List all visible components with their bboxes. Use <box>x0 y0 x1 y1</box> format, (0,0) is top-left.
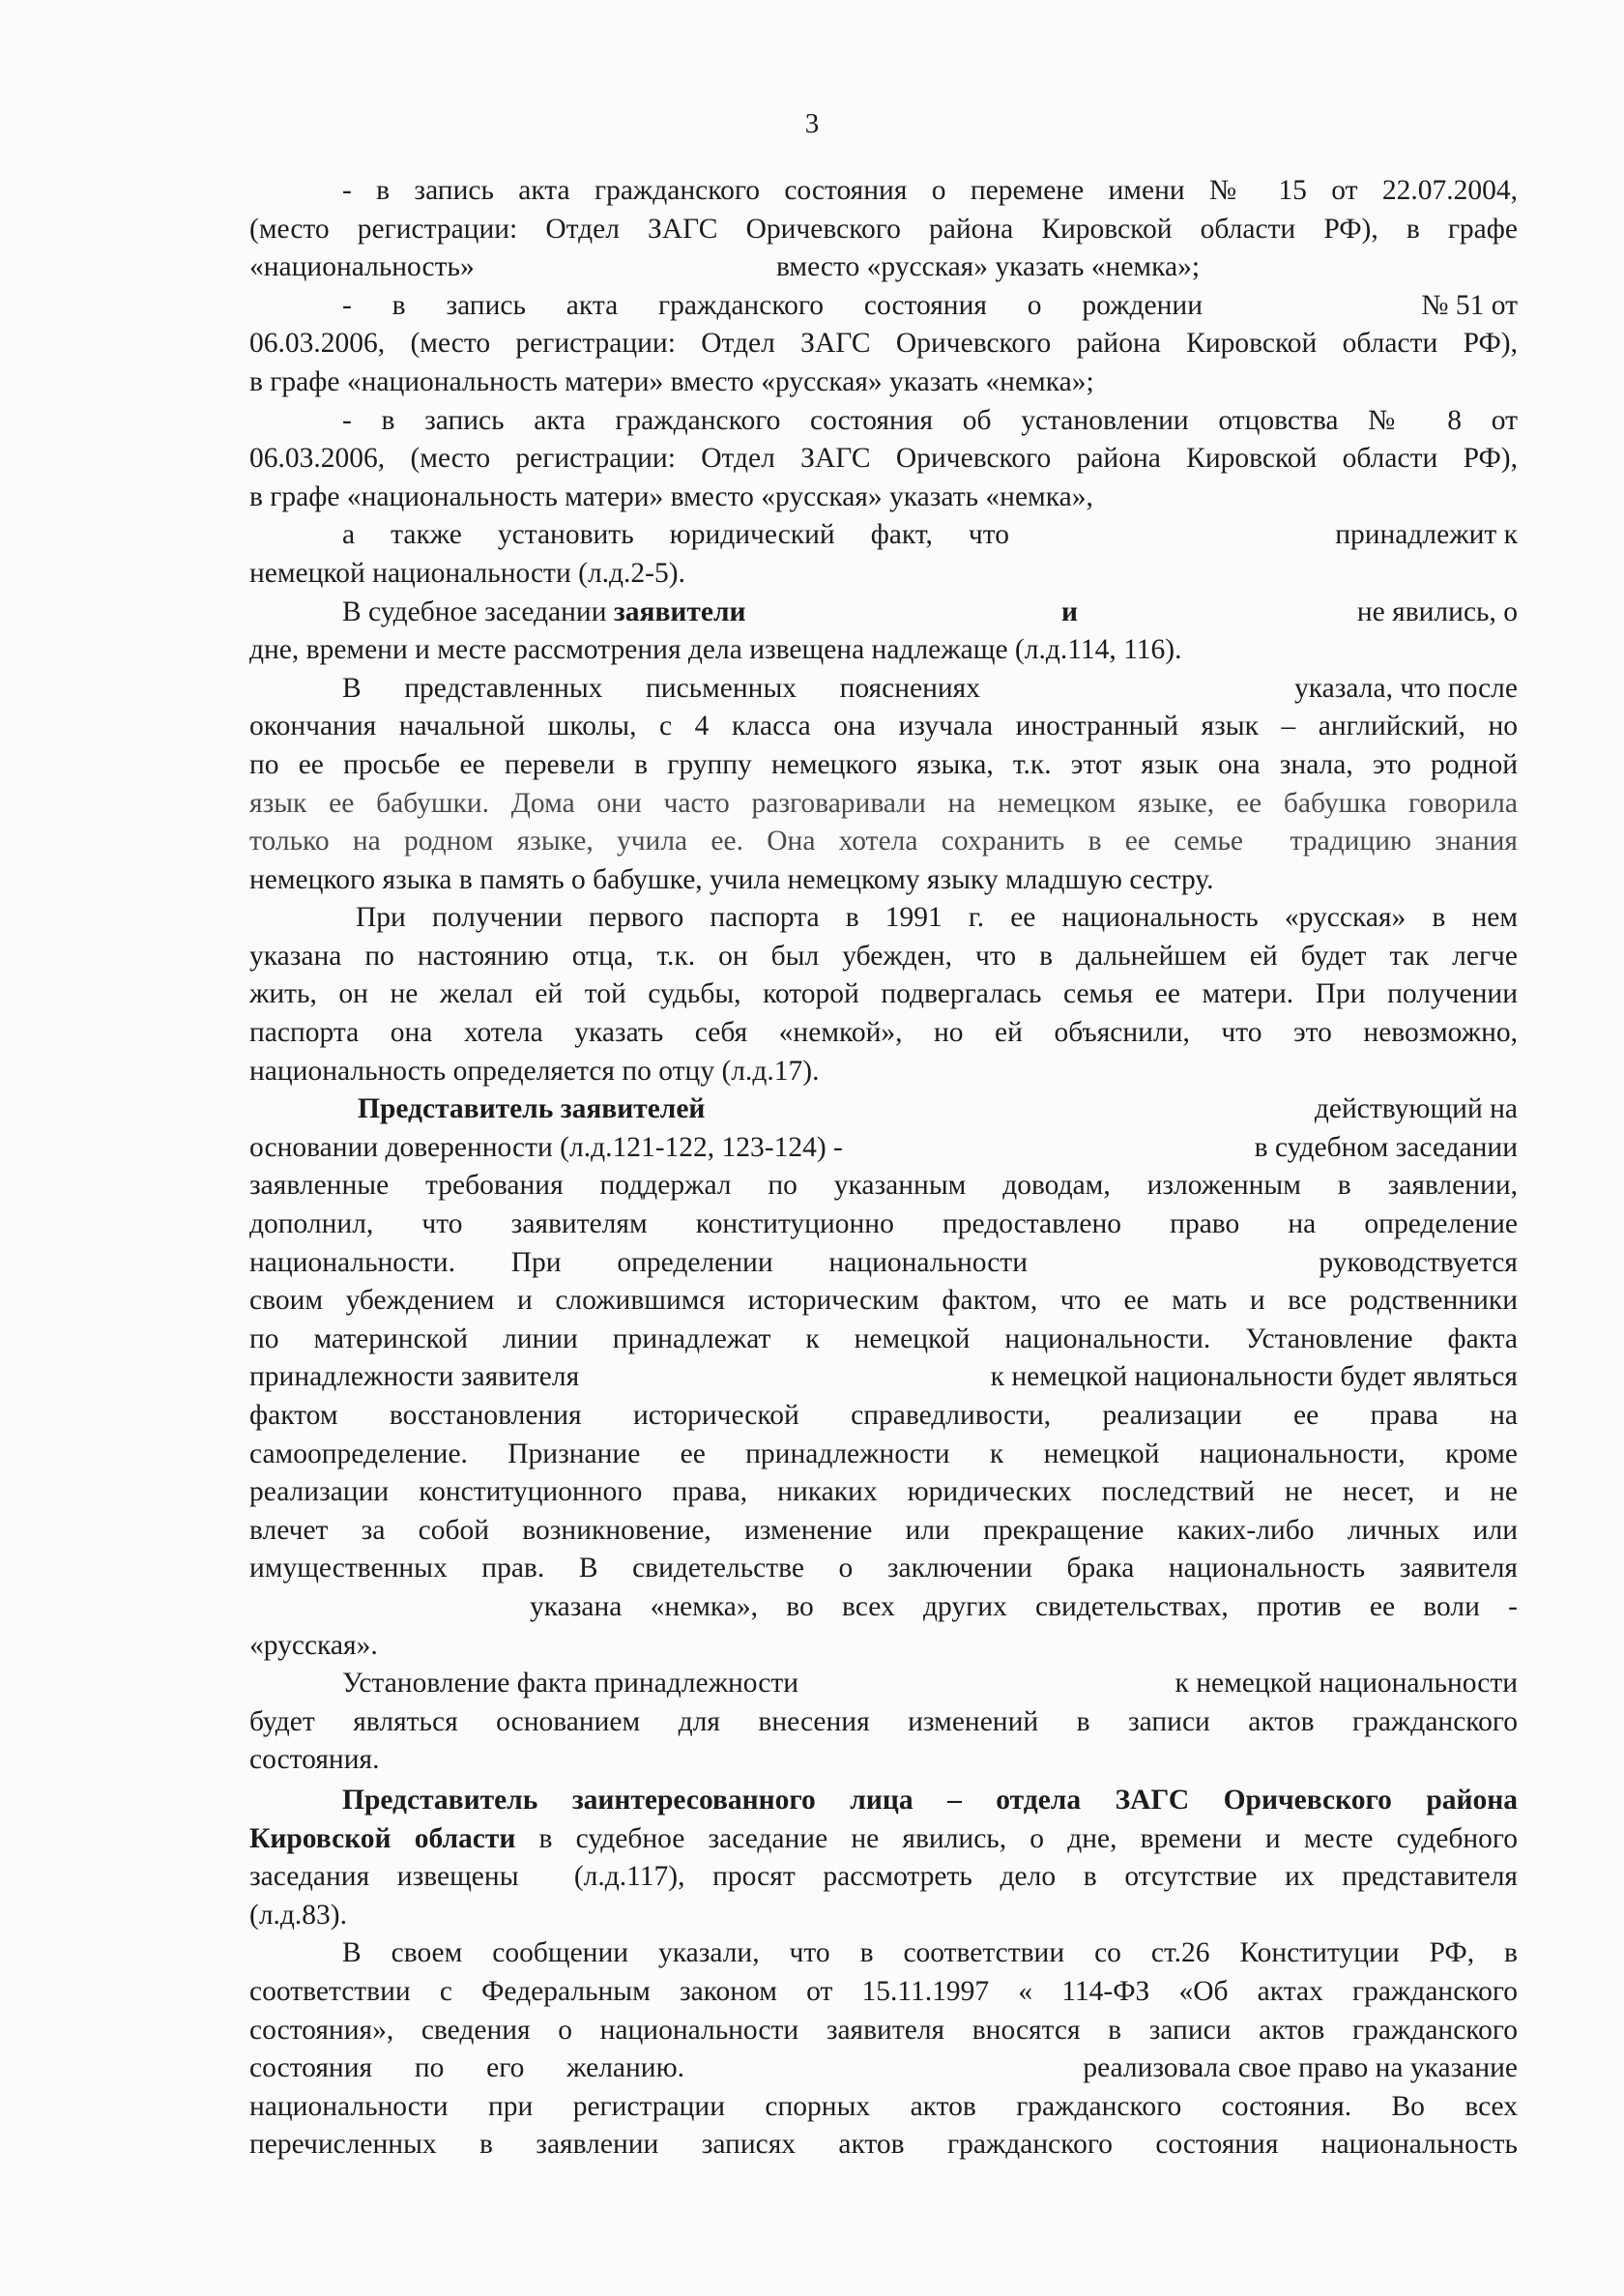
text-segment: принадлежности заявителя <box>249 1361 580 1393</box>
bold-label-region: Кировской области <box>249 1822 516 1854</box>
paragraph-paternity-record <box>249 402 1518 517</box>
paragraph-applicants-absent <box>249 594 1518 670</box>
text-line: имущественных прав. В свидетельстве о заключении брака национальность заявителя <box>249 1553 1518 1584</box>
text-segment: к немецкой национальности будет являться <box>990 1361 1518 1393</box>
text-line: паспорта она хотела указать себя «немкой», но ей объяснили, что это невозможно, <box>249 1017 1518 1049</box>
text-segment: не явились, о <box>1356 596 1518 627</box>
text-line: язык ее бабушки. Дома они часто разговаривали на немецком языке, ее бабушка говорила <box>249 787 1518 819</box>
text-line: реализации конституционного права, никаких юридических последствий не несет, и не <box>249 1476 1518 1508</box>
page-number: 3 <box>804 108 820 139</box>
text-line: самоопределение. Признание ее принадлежности к немецкой национальности, кроме <box>249 1438 1518 1469</box>
text-line: окончания начальной школы, с 4 класса она изучала иностранный язык – английский, но <box>249 711 1518 742</box>
paragraph-first-passport <box>249 899 1518 1090</box>
text-line-with-gap <box>249 287 1518 326</box>
paragraph-registry-message <box>249 1934 1518 2165</box>
text-segment: руководствуется <box>1319 1246 1518 1278</box>
text-line: национальность определяется по отцу (л.д.17). <box>249 1055 820 1087</box>
text-line: заявленные требования поддержал по указанным доводам, изложенным в заявлении, <box>249 1170 1518 1202</box>
text-line: дополнил, что заявителям конституционно предоставлено право на определение <box>249 1208 1518 1240</box>
text-line-with-gap <box>249 248 1518 287</box>
text-line-with-gap <box>249 670 1518 709</box>
text-line: будет являться основанием для внесения изменений в записи актов гражданского <box>249 1705 1518 1737</box>
text-segment: указана «немка», во всех других свидетельствах, против ее воли - <box>530 1590 1518 1622</box>
text-line: 06.03.2006, (место регистрации: Отдел ЗАГС Оричевского района Кировской области РФ), <box>249 443 1518 475</box>
text-line: (место регистрации: Отдел ЗАГС Оричевского района Кировской области РФ), в графе <box>249 213 1518 245</box>
text-segment: к немецкой национальности <box>1174 1668 1518 1700</box>
text-line: (л.д.83). <box>249 1899 348 1931</box>
text-line: - в запись акта гражданского состояния о перемене имени № 15 от 22.07.2004, <box>342 175 1518 206</box>
paragraph-applicants-representative <box>249 1090 1518 1665</box>
text-line: влечет за собой возникновение, изменение или прекращение каких-либо личных или <box>249 1514 1518 1546</box>
text-line-with-gap <box>249 1244 1518 1283</box>
text-line: фактом восстановления исторической справедливости, реализации ее права на <box>249 1400 1518 1431</box>
text-line-with-gap <box>249 1588 1518 1627</box>
paragraph-registry-office-representative <box>249 1782 1518 1934</box>
text-segment: реализовала свое право на указание <box>1083 2052 1518 2084</box>
text-segment: в судебном заседании <box>1254 1131 1518 1163</box>
paragraph-name-change-record <box>249 172 1518 287</box>
text-line <box>249 1820 1518 1859</box>
text-line: состояния», сведения о национальности заявителя вносятся в записи актов гражданского <box>249 2014 1518 2046</box>
bold-conjunction: и <box>1061 596 1078 627</box>
paragraph-written-explanations <box>249 670 1518 900</box>
text-line-with-gap <box>249 594 1518 632</box>
document-body <box>249 172 1518 2165</box>
text-line: дне, времени и месте рассмотрения дела извещена надлежаще (л.д.114, 116). <box>249 634 1182 666</box>
text-line: - в запись акта гражданского состояния об установлении отцовства № 8 от <box>342 404 1518 436</box>
paragraph-legal-fact <box>249 516 1518 593</box>
text-segment: принадлежит к <box>1335 519 1518 551</box>
text-line: состояния. <box>249 1744 380 1776</box>
text-line: перечисленных в заявлении записях актов гражданского состояния национальность <box>249 2129 1518 2161</box>
text-line: соответствии с Федеральным законом от 15.11.1997 « 114-ФЗ «Об актах гражданского <box>249 1975 1518 2007</box>
text-segment <box>342 594 746 632</box>
text-line: по материнской линии принадлежат к немецкой национальности. Установление факта <box>249 1322 1518 1354</box>
text-segment: В представленных письменных пояснениях <box>342 672 980 704</box>
bold-label-applicants: заявители <box>613 596 746 627</box>
paragraph-birth-record <box>249 287 1518 402</box>
bold-label-interested-party: Представитель заинтересованного лица – отдела ЗАГС Оричевского района <box>342 1784 1518 1816</box>
text-line: указана по настоянию отца, т.к. он был убежден, что в дальнейшем ей будет так легче <box>249 940 1518 972</box>
text-segment: № 51 от <box>1421 289 1518 321</box>
text-line: При получении первого паспорта в 1991 г. ее национальность «русская» в нем <box>356 902 1518 934</box>
text-line: по ее просьбе ее перевели в группу немецкого языка, т.к. этот язык она знала, это родной <box>249 748 1518 780</box>
paragraph-establishing-fact <box>249 1665 1518 1780</box>
bold-label-applicants-representative: Представитель заявителей <box>358 1093 706 1125</box>
text-line: немецкой национальности (л.д.2-5). <box>249 557 685 589</box>
text-line: заседания извещены (л.д.117), просят рассмотреть дело в отсутствие их представителя <box>249 1861 1518 1893</box>
text-line: В своем сообщении указали, что в соответствии со ст.26 Конституции РФ, в <box>342 1937 1518 1969</box>
text-line: в графе «национальность матери» вместо «русская» указать «немка»; <box>249 365 1094 397</box>
text-segment: в судебное заседание не явились, о дне, времени и месте судебного <box>515 1822 1518 1854</box>
text-line-with-gap <box>249 516 1518 555</box>
text-line-with-gap <box>249 1358 1518 1397</box>
text-line: только на родном языке, учила ее. Она хотела сохранить в ее семье традицию знания <box>249 826 1518 857</box>
text-line-with-gap <box>249 1129 1518 1168</box>
text-segment: указала, что после <box>1294 672 1518 704</box>
text-line: своим убеждением и сложившимся историческим фактом, что ее мать и все родственники <box>249 1285 1518 1317</box>
text-segment: В судебное заседании <box>342 596 614 627</box>
text-segment: национальности. При определении национальности <box>249 1246 1028 1278</box>
text-line: в графе «национальность матери» вместо «русская» указать «немка», <box>249 480 1093 512</box>
text-segment: Установление факта принадлежности <box>342 1668 799 1700</box>
text-line-with-gap <box>249 1090 1518 1129</box>
text-segment: действующий на <box>1314 1093 1518 1125</box>
text-line: немецкого языка в память о бабушке, учила немецкому языку младшую сестру. <box>249 863 1214 895</box>
text-line: жить, он не желал ей той судьбы, которой подвергалась семья ее матери. При получении <box>249 978 1518 1010</box>
text-segment: - в запись акта гражданского состояния о рождении <box>342 289 1203 321</box>
text-line-with-gap <box>249 1665 1518 1703</box>
text-segment: вместо «русская» указать «немка»; <box>776 251 1201 283</box>
text-line: «русская». <box>249 1629 378 1661</box>
text-segment: а также установить юридический факт, что <box>342 519 1009 551</box>
text-segment: состояния по его желанию. <box>249 2052 684 2084</box>
text-line: 06.03.2006, (место регистрации: Отдел ЗАГС Оричевского района Кировской области РФ), <box>249 328 1518 360</box>
text-line: национальности при регистрации спорных актов гражданского состояния. Во всех <box>249 2090 1518 2122</box>
text-segment: «национальность» <box>249 251 475 283</box>
text-segment: основании доверенности (л.д.121-122, 123-124) - <box>249 1131 843 1163</box>
text-line-with-gap <box>249 2049 1518 2088</box>
